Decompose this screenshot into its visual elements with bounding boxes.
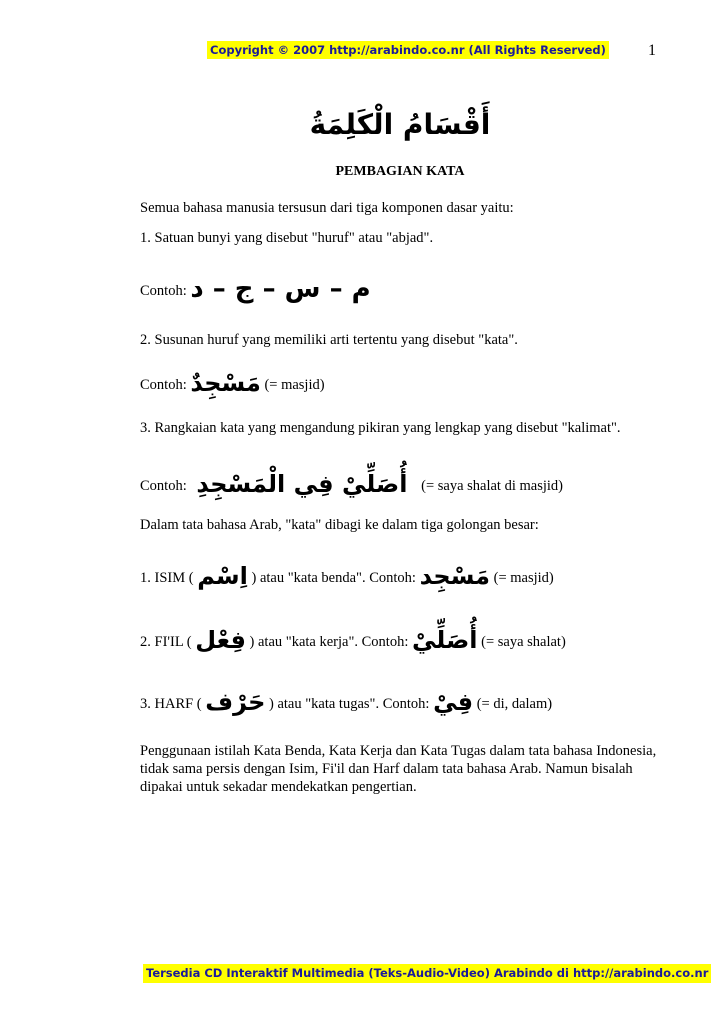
arabic-term: حَرْف [205, 688, 266, 716]
example-label: Contoh: [140, 283, 187, 299]
arabic-example: أُصَلِّيْ [411, 626, 478, 654]
arabic-example: فِيْ [433, 688, 474, 716]
item-3-text: 3. Rangkaian kata yang mengandung pikiran yang lengkap yang disebut "kalimat". [140, 420, 621, 436]
intro-text: Semua bahasa manusia tersusun dari tiga komponen dasar yaitu: [140, 200, 514, 216]
arabic-letters-example: م – س – ج – د [190, 274, 371, 304]
arabic-term: فِعْل [195, 626, 246, 654]
category-prefix: 2. FI'IL ( [140, 634, 192, 650]
arabic-example: مَسْجِد [419, 562, 491, 590]
classification-intro: Dalam tata bahasa Arab, "kata" dibagi ke dalam tiga golongan besar: [140, 517, 539, 533]
example-label: Contoh: [140, 377, 187, 393]
category-description: ) atau "kata tugas". Contoh: [269, 696, 430, 712]
arabic-title-text: أَقْسَامُ الْكَلِمَةُ [309, 108, 491, 141]
arabic-title [0, 108, 728, 142]
category-prefix: 3. HARF ( [140, 696, 202, 712]
example-meaning: (= saya shalat) [481, 634, 566, 650]
item-1-example [140, 274, 371, 304]
page-number: 1 [648, 42, 656, 59]
category-prefix: 1. ISIM ( [140, 570, 194, 586]
arabic-word-example: مَسْجِدٌ [190, 369, 261, 397]
closing-paragraph: Penggunaan istilah Kata Benda, Kata Kerja dan Kata Tugas dalam tata bahasa Indonesia, tidak sama persis dengan Isim, Fi'il dan Harf dalam tata bahasa Arab. Namun bisalah dipakai untuk sekadar mendekatkan pengertian. [140, 743, 657, 795]
item-2-example [140, 369, 325, 397]
copyright-banner: Copyright © 2007 http://arabindo.co.nr (All Rights Reserved) [207, 41, 609, 59]
example-meaning: (= di, dalam) [476, 696, 553, 712]
page-title [0, 164, 728, 180]
category-description: ) atau "kata benda". Contoh: [251, 570, 416, 586]
example-meaning: (= masjid) [493, 570, 554, 586]
item-3-example [140, 470, 563, 498]
category-isim [140, 562, 554, 590]
arabic-sentence-example: أُصَلِّيْ فِي الْمَسْجِدِ [196, 470, 408, 498]
page-title-text: PEMBAGIAN KATA [335, 164, 465, 179]
category-harf [140, 688, 552, 716]
category-fiil [140, 626, 566, 654]
category-description: ) atau "kata kerja". Contoh: [249, 634, 409, 650]
footer-banner: Tersedia CD Interaktif Multimedia (Teks-Audio-Video) Arabindo di http://arabindo.co.nr [143, 964, 711, 983]
arabic-term: اِسْم [197, 562, 248, 590]
example-label: Contoh: [140, 478, 187, 494]
example-meaning: (= masjid) [264, 377, 325, 393]
item-1-text: 1. Satuan bunyi yang disebut "huruf" atau "abjad". [140, 230, 434, 246]
item-2-text: 2. Susunan huruf yang memiliki arti tertentu yang disebut "kata". [140, 332, 518, 348]
example-meaning: (= saya shalat di masjid) [421, 478, 563, 494]
